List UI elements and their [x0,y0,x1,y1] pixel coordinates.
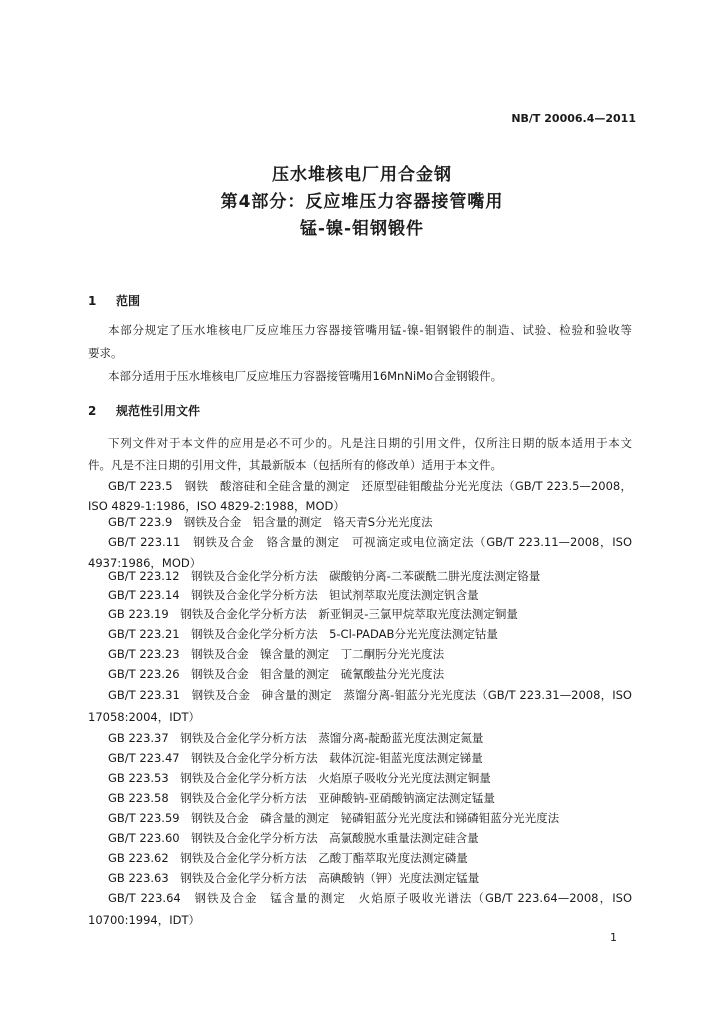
reference-item-continuation: 4937:1986，MOD） [88,556,202,570]
page-number: 1 [610,931,617,944]
section-title: 规范性引用文件 [116,404,201,418]
reference-item: GB/T 223.64 钢铁及合金 锰含量的测定 火焰原子吸收光谱法（GB/T 223.64—2008，ISO [108,891,632,905]
reference-item: GB 223.53 钢铁及合金化学分析方法 火焰原子吸收分光光度法测定铜量 [108,771,491,785]
reference-item: GB/T 223.9 钢铁及合金 铝含量的测定 铬天青S分光光度法 [108,515,433,529]
title-line-1: 压水堆核电厂用合金钢 [272,165,452,185]
reference-item: GB/T 223.21 钢铁及合金化学分析方法 5-Cl-PADAB分光光度法测定钴量 [108,627,498,641]
reference-item: GB 223.58 钢铁及合金化学分析方法 亚砷酸钠-亚硝酸钠滴定法测定锰量 [108,791,495,805]
reference-item: GB/T 223.26 钢铁及合金 钼含量的测定 硫氰酸盐分光光度法 [108,667,445,681]
reference-item-continuation: ISO 4829-1:1986，ISO 4829-2:1988，MOD） [88,499,345,513]
reference-item: GB 223.62 钢铁及合金化学分析方法 乙酸丁酯萃取光度法测定磷量 [108,851,468,865]
reference-item: GB/T 223.14 钢铁及合金化学分析方法 钽试剂萃取光度法测定钒含量 [108,588,479,602]
reference-item: GB/T 223.59 钢铁及合金 磷含量的测定 铋磷钼蓝分光光度法和锑磷钼蓝分光光度法 [108,811,560,825]
reference-item: GB/T 223.47 钢铁及合金化学分析方法 载体沉淀-钼蓝光度法测定锑量 [108,751,483,765]
section-title: 范围 [116,294,141,308]
reference-item: GB 223.19 钢铁及合金化学分析方法 新亚铜灵-三氯甲烷萃取光度法测定铜量 [108,607,518,621]
scope-paragraph-line: 要求。 [88,346,123,360]
reference-item: GB/T 223.23 钢铁及合金 镍含量的测定 丁二酮肟分光光度法 [108,647,445,661]
section-number: 1 [88,294,97,308]
section-number: 2 [88,404,97,418]
scope-paragraph-2: 本部分适用于压水堆核电厂反应堆压力容器接管嘴用16MnNiMo合金钢锻件。 [108,369,503,383]
intro-paragraph-line: 下列文件对于本文件的应用是必不可少的。凡是注日期的引用文件，仅所注日期的版本适用于本文 [108,436,632,450]
reference-item: GB/T 223.5 钢铁 酸溶硅和全硅含量的测定 还原型硅钼酸盐分光光度法（GB/T 223.5—2008， [108,479,632,493]
section-2-heading [88,402,200,419]
reference-item-continuation: 10700:1994，IDT） [88,913,200,927]
section-1-heading [88,292,140,309]
reference-item: GB/T 223.31 钢铁及合金 砷含量的测定 蒸馏分离-钼蓝分光光度法（GB/T 223.31—2008，ISO [108,688,632,702]
reference-item: GB/T 223.12 钢铁及合金化学分析方法 碳酸钠分离-二苯碳酰二肼光度法测定铬量 [108,569,541,583]
reference-item-continuation: 17058:2004，IDT） [88,710,200,724]
intro-paragraph-line: 件。凡是不注日期的引用文件，其最新版本（包括所有的修改单）适用于本文件。 [88,458,502,472]
scope-paragraph-line: 本部分规定了压水堆核电厂反应堆压力容器接管嘴用锰-镍-钼钢锻件的制造、试验、检验和验收等 [108,323,632,337]
reference-item: GB 223.37 钢铁及合金化学分析方法 蒸馏分离-靛酚蓝光度法测定氮量 [108,731,484,745]
document-code: NB/T 20006.4—2011 [511,112,636,125]
title-line-2: 第4部分：反应堆压力容器接管嘴用 [220,192,504,212]
reference-item: GB/T 223.11 钢铁及合金 铬含量的测定 可视滴定或电位滴定法（GB/T 223.11—2008，ISO [108,535,632,549]
reference-item: GB 223.63 钢铁及合金化学分析方法 高碘酸钠（钾）光度法测定锰量 [108,871,480,885]
reference-item: GB/T 223.60 钢铁及合金化学分析方法 高氯酸脱水重量法测定硅含量 [108,831,479,845]
title-line-3: 锰-镍-钼钢锻件 [299,219,425,239]
